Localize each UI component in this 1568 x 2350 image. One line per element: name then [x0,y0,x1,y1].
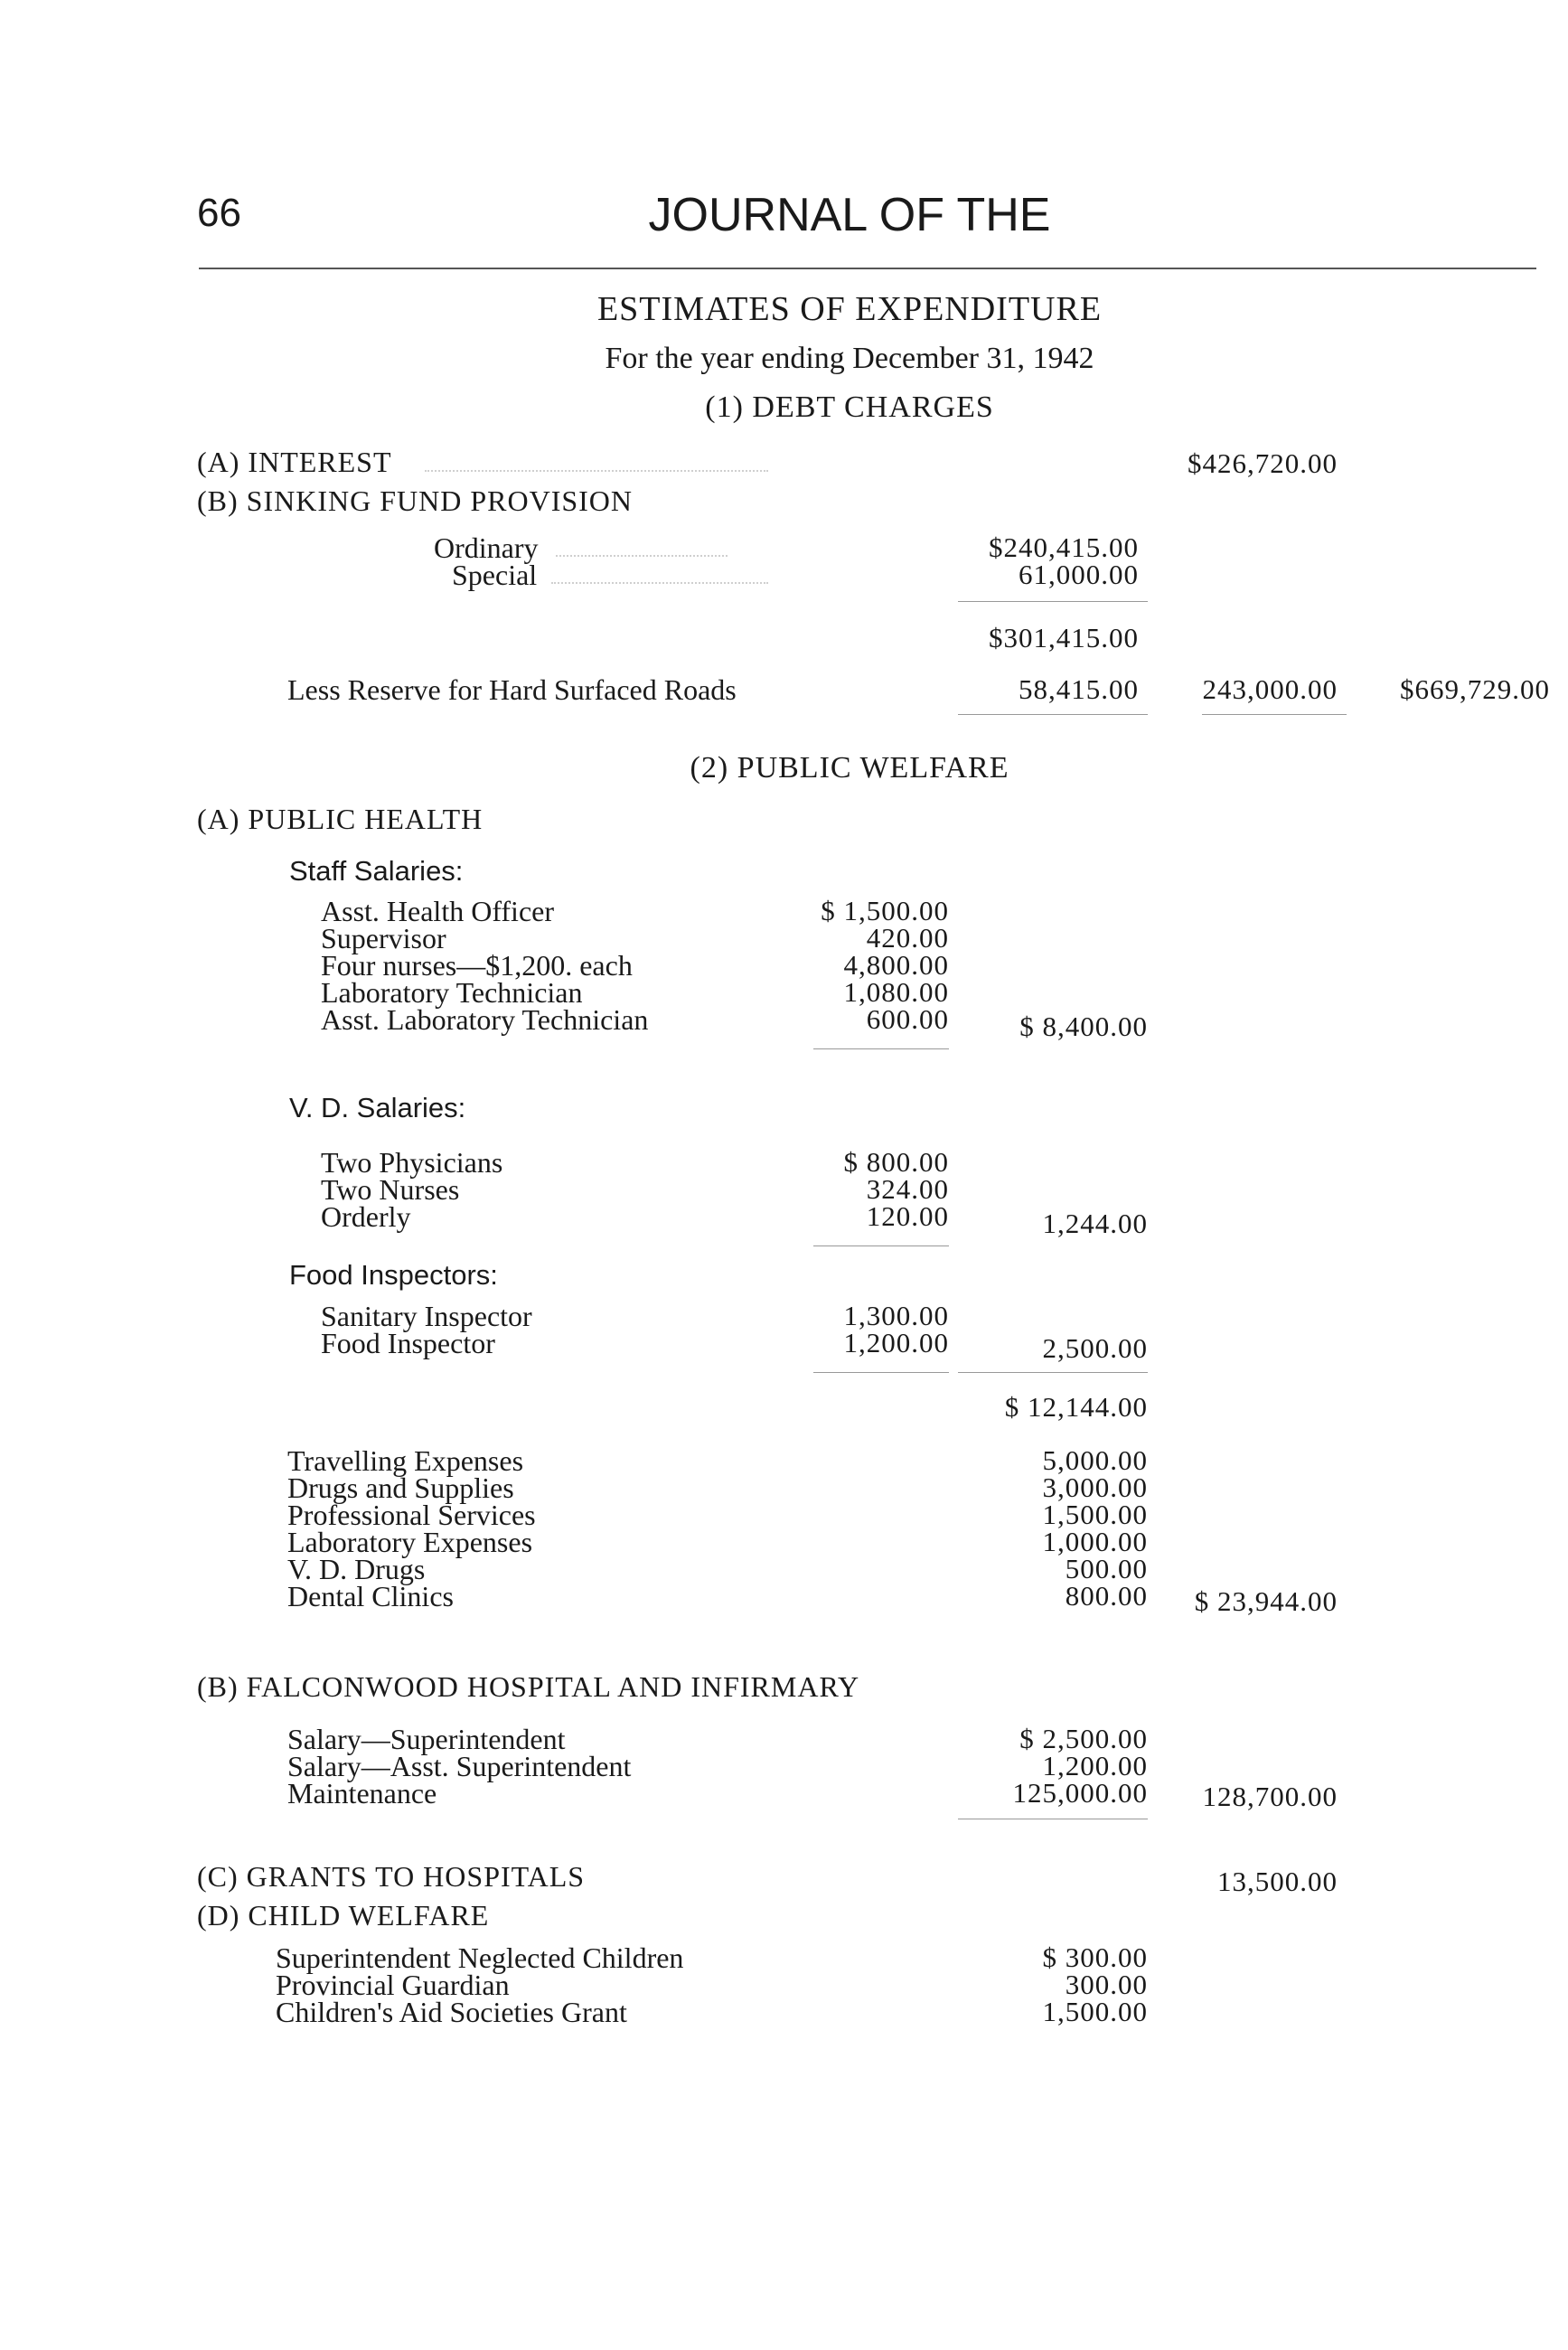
staff-item-label: Asst. Health Officer [321,895,554,927]
page-number: 66 [197,191,241,235]
child-welfare-title: (D) CHILD WELFARE [197,1899,490,1932]
child-item-amount: 1,500.00 [1042,1996,1148,2027]
estimates-title: ESTIMATES OF EXPENDITURE [596,290,1103,328]
debt-charges-total: $669,729.00 [1400,673,1550,705]
ordinary-amount: $240,415.00 [989,531,1139,563]
staff-item-amount: 1,080.00 [843,976,949,1008]
debt-charges-title: (1) DEBT CHARGES [705,390,994,424]
food-item-amount: 1,300.00 [843,1300,949,1331]
sinking-fund-label: (B) SINKING FUND PROVISION [197,484,634,517]
vd-item-amount: $ 800.00 [843,1146,949,1178]
falconwood-item-amount: $ 2,500.00 [1019,1723,1148,1754]
staff-item-amount: $ 1,500.00 [821,895,949,926]
falconwood-item-label: Salary—Superintendent [287,1723,566,1755]
interest-label: (A) INTEREST [197,446,392,478]
expense-item-label: Travelling Expenses [287,1444,524,1477]
child-item-label: Superintendent Neglected Children [276,1941,684,1974]
food-item-label: Sanitary Inspector [321,1300,532,1332]
total-rule [1202,714,1347,715]
vd-salaries-title: V. D. Salaries: [289,1092,466,1123]
public-health-title: (A) PUBLIC HEALTH [197,803,484,835]
expense-item-label: V. D. Drugs [287,1553,426,1585]
food-inspectors-title: Food Inspectors: [289,1259,498,1291]
staff-item-amount: 420.00 [866,922,949,954]
public-welfare-title: (2) PUBLIC WELFARE [690,751,1009,785]
vd-salaries-total: 1,244.00 [1042,1208,1148,1239]
child-item-amount: $ 300.00 [1042,1941,1148,1973]
vd-item-label: Two Nurses [321,1173,460,1206]
expense-item-amount: 1,500.00 [1042,1499,1148,1530]
falconwood-item-amount: 125,000.00 [1012,1777,1148,1809]
estimates-subtitle: For the year ending December 31, 1942 [605,342,1094,375]
expense-item-amount: 5,000.00 [1042,1444,1148,1476]
running-title: JOURNAL OF THE [648,189,1051,241]
interest-amount: $426,720.00 [1188,447,1338,479]
expense-item-label: Drugs and Supplies [287,1471,514,1504]
expense-item-amount: 800.00 [1065,1580,1148,1612]
ordinary-label: Ordinary [434,531,539,564]
staff-item-label: Asst. Laboratory Technician [321,1003,649,1036]
staff-item-label: Laboratory Technician [321,976,583,1009]
leader-dots [551,582,768,584]
net-sinking-amount: 243,000.00 [1202,673,1338,705]
staff-item-label: Four nurses—$1,200. each [321,949,633,982]
less-reserve-amount: 58,415.00 [1019,673,1139,705]
less-reserve-label: Less Reserve for Hard Surfaced Roads [287,673,737,706]
staff-item-label: Supervisor [321,922,446,954]
subtotal-rule [813,1372,949,1373]
child-item-label: Children's Aid Societies Grant [276,1996,627,2028]
subtotal-rule [958,1372,1148,1373]
food-item-amount: 1,200.00 [843,1327,949,1358]
child-item-amount: 300.00 [1065,1969,1148,2000]
header-rule [199,268,1536,269]
leader-dots [556,555,728,557]
expense-item-label: Dental Clinics [287,1580,454,1612]
total-rule [958,714,1148,715]
staff-salaries-title: Staff Salaries: [289,855,464,887]
public-health-total: $ 23,944.00 [1194,1585,1338,1617]
child-item-label: Provincial Guardian [276,1969,510,2001]
falconwood-total: 128,700.00 [1202,1781,1338,1812]
expense-item-label: Laboratory Expenses [287,1526,533,1558]
expense-item-label: Professional Services [287,1499,536,1531]
sinking-subtotal: $301,415.00 [989,622,1139,653]
grants-title: (C) GRANTS TO HOSPITALS [197,1860,586,1893]
leader-dots [425,470,768,472]
vd-item-amount: 324.00 [866,1173,949,1205]
subtotal-rule [958,601,1148,602]
grants-total: 13,500.00 [1217,1866,1338,1897]
food-inspectors-total: 2,500.00 [1042,1332,1148,1364]
staff-item-amount: 4,800.00 [843,949,949,981]
staff-item-amount: 600.00 [866,1003,949,1035]
expense-item-amount: 3,000.00 [1042,1471,1148,1503]
staff-salaries-total: $ 8,400.00 [1019,1010,1148,1042]
falconwood-item-amount: 1,200.00 [1042,1750,1148,1781]
vd-item-label: Two Physicians [321,1146,503,1179]
food-item-label: Food Inspector [321,1327,495,1359]
special-label: Special [452,559,538,591]
falconwood-item-label: Maintenance [287,1777,437,1810]
salaries-subtotal: $ 12,144.00 [1004,1391,1148,1423]
falconwood-title: (B) FALCONWOOD HOSPITAL AND INFIRMARY [197,1670,860,1703]
falconwood-item-label: Salary—Asst. Superintendent [287,1750,632,1782]
expense-item-amount: 500.00 [1065,1553,1148,1584]
special-amount: 61,000.00 [1019,559,1139,590]
vd-item-amount: 120.00 [866,1200,949,1232]
subtotal-rule [813,1048,949,1049]
vd-item-label: Orderly [321,1200,411,1233]
expense-item-amount: 1,000.00 [1042,1526,1148,1557]
